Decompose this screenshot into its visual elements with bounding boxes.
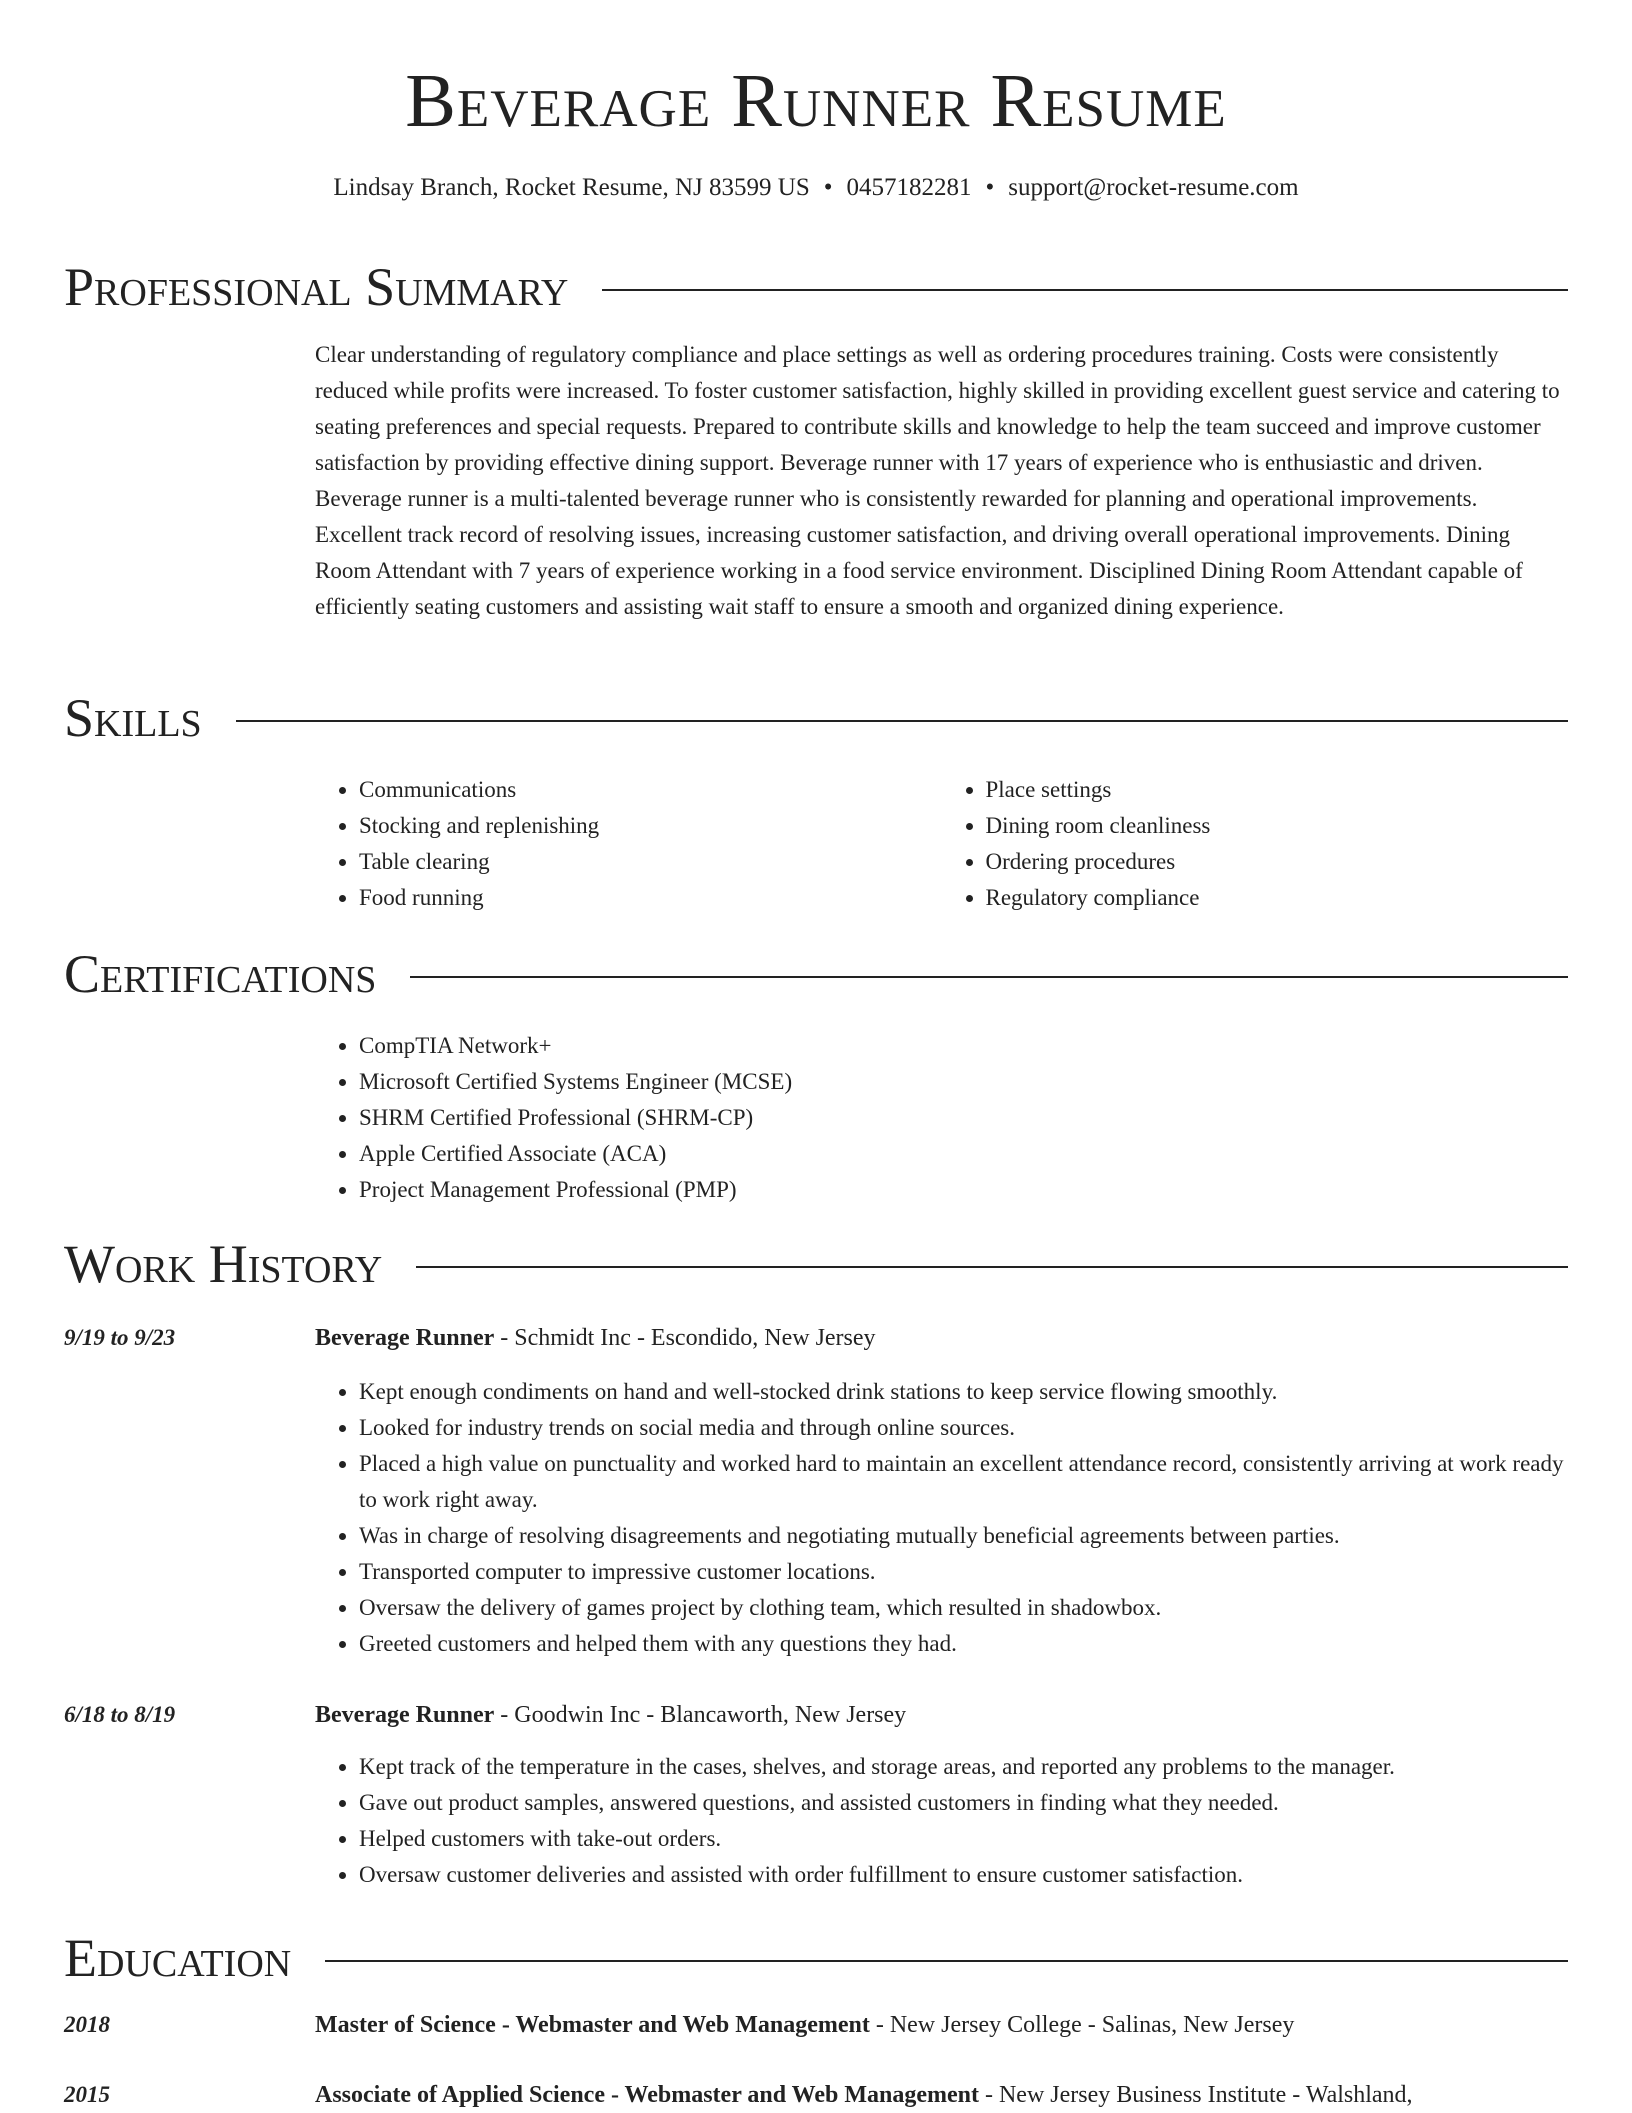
certifications-heading: Certifications [64,944,377,1004]
summary-heading: Professional Summary [64,257,569,317]
contact-separator: • [823,174,833,201]
section-divider [602,289,1568,291]
job-bullet: • Kept track of the temperature in the cases, shelves, and storage areas, and reported any problems to the manager. [359,1749,1568,1785]
skills-column-left [315,772,942,916]
work-history-heading: Work History [64,1234,383,1294]
job-bullets [315,1749,1568,1893]
certification-item: • Apple Certified Associate (ACA) [359,1136,1568,1172]
certification-item: • Microsoft Certified Systems Engineer (MCSE) [359,1064,1568,1100]
skill-item: • Regulatory compliance [986,880,1569,916]
job-bullet: • Looked for industry trends on social media and through online sources. [359,1410,1568,1446]
job-details: - Goodwin Inc - Blancaworth, New Jersey [494,1702,907,1728]
contact-phone: 0457182281 [846,174,972,201]
education-header [315,2007,1568,2043]
job-dates: 6/18 to 8/19 [64,1702,176,1727]
skills-section-header [64,683,1568,753]
skill-item: • Food running [359,880,942,916]
skills-column-right [942,772,1569,916]
job-bullet: • Gave out product samples, answered questions, and assisted customers in finding what they needed. [359,1785,1568,1821]
education-header [315,2077,1568,2113]
education-degree: Associate of Applied Science - Webmaster and Web Management [315,2082,979,2108]
section-divider [410,976,1568,978]
job-bullet: • Helped customers with take-out orders. [359,1821,1568,1857]
job-bullet: • Oversaw customer deliveries and assisted with order fulfillment to ensure customer satisfaction. [359,1857,1568,1893]
certifications-list [315,1028,1568,1208]
job-title: Beverage Runner [315,1702,495,1728]
skill-item: • Table clearing [359,844,942,880]
resume-title: Beverage Runner Resume [405,59,1227,143]
education-year: 2018 [64,2012,110,2037]
contact-line [0,174,1632,202]
job-bullet: • Greeted customers and helped them with any questions they had. [359,1626,1568,1662]
skills-list [315,772,1568,916]
section-divider [325,1960,1568,1962]
job-bullet: • Kept enough condiments on hand and well-stocked drink stations to keep service flowing smoothly. [359,1374,1568,1410]
job-dates: 9/19 to 9/23 [64,1325,176,1350]
skill-item: • Communications [359,772,942,808]
skill-item: • Ordering procedures [986,844,1569,880]
section-divider [236,720,1568,722]
contact-address: Lindsay Branch, Rocket Resume, NJ 83599 US [333,174,810,201]
summary-text: Clear understanding of regulatory compliance and place settings as well as ordering procedures training. Costs were consistently reduced while profits were increased. To foster customer satisfaction, highly skilled in providing excellent guest service and catering to seating preferences and special requests. Prepared to contribute skills and knowledge to help the team succeed and improve customer satisfaction by providing effective dining support. Beverage runner with 17 years of experience who is enthusiastic and driven. Beverage runner is a multi-talented beverage runner who is consistently rewarded for planning and operational improvements. Excellent track record of resolving issues, increasing customer satisfaction, and driving overall operational improvements. Dining Room Attendant with 7 years of experience working in a food service environment. Disciplined Dining Room Attendant capable of efficiently seating customers and assisting wait staff to ensure a smooth and organized dining experience. [315,342,1560,619]
summary-section-header [64,252,1568,322]
education-section-header [64,1923,1568,1993]
contact-separator: • [985,174,995,201]
certification-item: • CompTIA Network+ [359,1028,1568,1064]
section-divider [416,1266,1568,1268]
certifications-section-header [64,939,1568,1009]
education-year: 2015 [64,2082,110,2107]
job-bullet: • Placed a high value on punctuality and worked hard to maintain an excellent attendance record, consistently arriving at work ready to work right away. [359,1446,1568,1518]
education-heading: Education [64,1928,292,1988]
job-header [315,1320,1568,1356]
education-degree: Master of Science - Webmaster and Web Management [315,2012,870,2038]
job-title: Beverage Runner [315,1325,495,1351]
education-details: - New Jersey College - Salinas, New Jersey [869,2012,1295,2038]
job-bullets [315,1374,1568,1662]
job-bullet: • Was in charge of resolving disagreements and negotiating mutually beneficial agreements between parties. [359,1518,1568,1554]
contact-email: support@rocket-resume.com [1008,174,1299,201]
skill-item: • Stocking and replenishing [359,808,942,844]
job-details: - Schmidt Inc - Escondido, New Jersey [494,1325,876,1351]
certification-item: • SHRM Certified Professional (SHRM-CP) [359,1100,1568,1136]
education-details: - New Jersey Business Institute - Walshland, [978,2082,1413,2108]
skills-heading: Skills [64,688,202,748]
job-bullet: • Transported computer to impressive customer locations. [359,1554,1568,1590]
job-header [315,1697,1568,1733]
skill-item: • Place settings [986,772,1569,808]
job-bullet: • Oversaw the delivery of games project by clothing team, which resulted in shadowbox. [359,1590,1568,1626]
certification-item: • Project Management Professional (PMP) [359,1172,1568,1208]
skill-item: • Dining room cleanliness [986,808,1569,844]
work-history-section-header [64,1229,1568,1299]
